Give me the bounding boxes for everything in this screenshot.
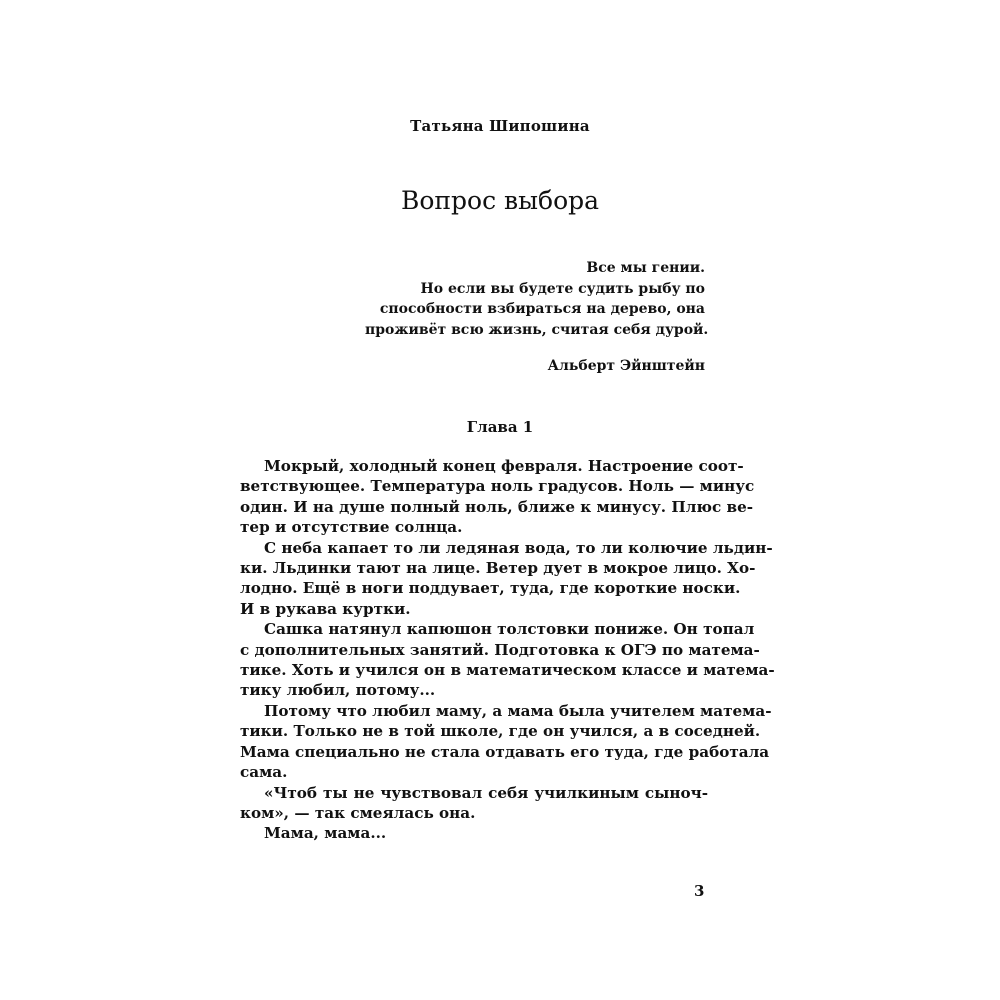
text-line: ком», — так смеялась она. — [240, 803, 476, 822]
text-line: Потому что любил маму, а мама была учителем матема- — [264, 701, 772, 720]
text-line: один. И на душе полный ноль, ближе к минусу. Плюс ве- — [240, 497, 754, 516]
text-line: Мокрый, холодный конец февраля. Настроение соот- — [264, 457, 744, 475]
text-line: сама. — [240, 763, 288, 782]
epigraph-line: Но если вы будете судить рыбу по — [420, 280, 705, 297]
text-line: тику любил, потому... — [240, 681, 436, 700]
epigraph-attribution: Альберт Эйнштейн — [547, 358, 705, 374]
chapter-heading: Глава 1 — [466, 418, 534, 436]
epigraph-line: Все мы гении. — [586, 260, 705, 276]
page-number: 3 — [694, 882, 705, 900]
text-line: С неба капает то ли ледяная вода, то ли колючие льдин- — [264, 538, 773, 557]
body-text — [240, 456, 775, 844]
text-line: тики. Только не в той школе, где он учился, а в соседней. — [240, 722, 761, 741]
text-line: Мама специально не стала отдавать его туда, где работала — [240, 742, 770, 761]
text-line: Мама, мама... — [264, 824, 387, 843]
epigraph-line: способности взбираться на дерево, она — [379, 301, 705, 317]
text-line: ветствующее. Температура ноль градусов. Ноль — минус — [240, 477, 755, 496]
book-title: Вопрос выбора — [400, 186, 600, 215]
epigraph — [365, 258, 709, 340]
text-line: И в рукава куртки. — [240, 599, 411, 618]
text-line: «Чтоб ты не чувствовал себя училкиным сыноч- — [264, 783, 708, 802]
text-line: Сашка натянул капюшон толстовки пониже. Он топал — [264, 620, 755, 639]
text-line: ки. Льдинки тают на лице. Ветер дует в мокрое лицо. Хо- — [240, 559, 756, 578]
epigraph-line: проживёт всю жизнь, считая себя дурой. — [365, 321, 709, 338]
text-line: тер и отсутствие солнца. — [240, 518, 463, 537]
text-line: лодно. Ещё в ноги поддувает, туда, где короткие носки. — [240, 579, 741, 598]
author-name: Татьяна Шипошина — [410, 117, 590, 135]
text-line: с дополнительных занятий. Подготовка к ОГЭ по матема- — [240, 640, 760, 659]
text-line: тике. Хоть и учился он в математическом классе и матема- — [240, 661, 775, 680]
